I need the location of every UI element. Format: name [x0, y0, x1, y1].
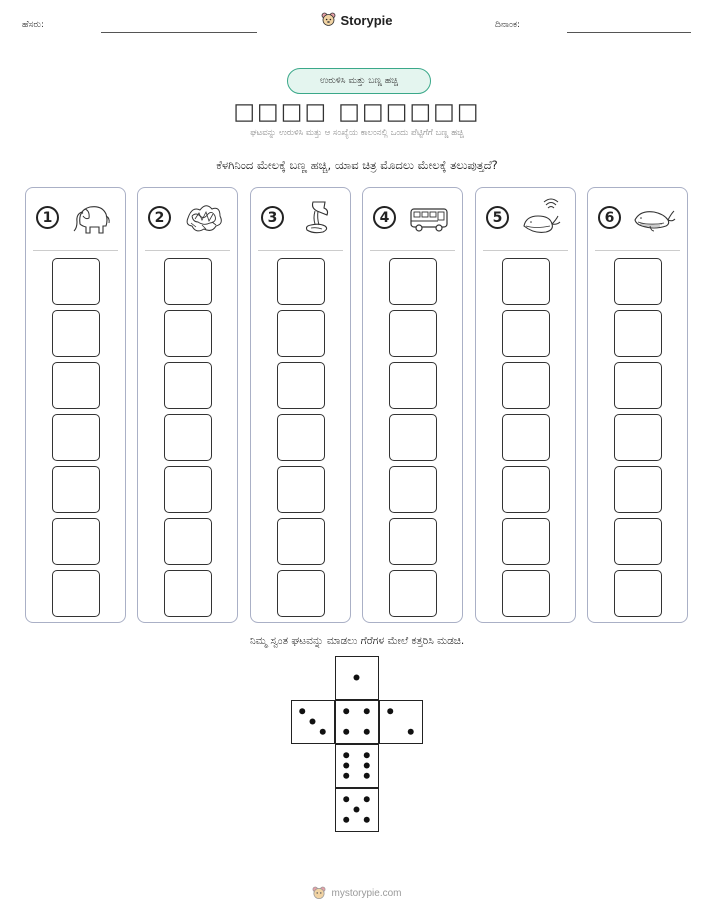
- brand-logo: [0, 12, 714, 28]
- column-number: 3: [261, 206, 284, 229]
- die-pip: [408, 729, 414, 735]
- color-box[interactable]: [52, 362, 100, 409]
- color-box[interactable]: [277, 570, 325, 617]
- column-4: [362, 187, 463, 623]
- brand-name: Storypie: [340, 12, 393, 28]
- die-pip: [310, 719, 316, 725]
- bear-icon: [312, 886, 326, 901]
- die-pip: [343, 763, 349, 769]
- dice-face[interactable]: [335, 744, 379, 788]
- die-pip: [320, 729, 326, 735]
- color-box[interactable]: [502, 362, 550, 409]
- cut-instruction: ನಿಮ್ಮ ಸ್ವಂತ ಘಟವನ್ನು ಮಾಡಲು ಗೆರೆಗಳ ಮೇಲೆ ಕತ್ತರಿಸಿ ಮಡಚಿ.: [249, 635, 465, 647]
- color-box[interactable]: [389, 310, 437, 357]
- color-box[interactable]: [389, 518, 437, 565]
- dice-face[interactable]: [335, 788, 379, 832]
- column-number: 6: [598, 206, 621, 229]
- die-pip: [364, 708, 370, 714]
- color-box[interactable]: [52, 258, 100, 305]
- color-box[interactable]: [164, 258, 212, 305]
- color-box[interactable]: [52, 570, 100, 617]
- color-box[interactable]: [277, 258, 325, 305]
- column-divider: [145, 250, 230, 251]
- dice-face[interactable]: [291, 700, 335, 744]
- color-box[interactable]: [277, 518, 325, 565]
- column-number: 2: [148, 206, 171, 229]
- color-box[interactable]: [389, 570, 437, 617]
- name-label: ಹೆಸರು:: [22, 20, 45, 30]
- die-pip: [343, 708, 349, 714]
- question-text: ಕೆಳಗಿನಿಂದ ಮೇಲಕ್ಕೆ ಬಣ್ಣ ಹಚ್ಚಿ, ಯಾವ ಚಿತ್ರ ಮೊದಲು ಮೇಲಕ್ಕೆ ತಲುಪುತ್ತದೆ?: [216, 158, 498, 172]
- column-5: [475, 187, 576, 623]
- elephant-icon: [70, 198, 114, 236]
- die-pip: [387, 708, 393, 714]
- singing-whale-icon: [520, 198, 564, 236]
- column-divider: [595, 250, 680, 251]
- color-box[interactable]: [502, 310, 550, 357]
- die-pip: [364, 763, 370, 769]
- column-3: [250, 187, 351, 623]
- color-box[interactable]: [502, 518, 550, 565]
- bear-icon: [321, 12, 336, 28]
- bus-icon: [407, 198, 451, 236]
- page-subtitle: ಘಟವನ್ನು ಉರುಳಿಸಿ ಮತ್ತು ಆ ಸಂಖ್ಯೆಯ ಕಾಲಂನಲ್ಲಿ ಒಂದು ಪೆಟ್ಟಿಗೆಗೆ ಬಣ್ಣ ಹಚ್ಚಿ: [250, 128, 464, 138]
- color-box[interactable]: [389, 466, 437, 513]
- color-box[interactable]: [614, 518, 662, 565]
- color-box[interactable]: [52, 518, 100, 565]
- color-box[interactable]: [389, 362, 437, 409]
- color-box[interactable]: [52, 414, 100, 461]
- column-number: 5: [486, 206, 509, 229]
- die-pip: [343, 752, 349, 758]
- pill-label: ಉರುಳಿಸಿ ಮತ್ತು ಬಣ್ಣ ಹಚ್ಚಿ: [319, 76, 399, 86]
- color-box[interactable]: [164, 362, 212, 409]
- whale-icon: [632, 198, 676, 236]
- color-box[interactable]: [277, 362, 325, 409]
- die-pip: [364, 817, 370, 823]
- scribble-icon: [182, 198, 226, 236]
- column-divider: [258, 250, 343, 251]
- color-box[interactable]: [164, 466, 212, 513]
- color-box[interactable]: [614, 258, 662, 305]
- color-box[interactable]: [277, 414, 325, 461]
- column-divider: [33, 250, 118, 251]
- color-box[interactable]: [52, 310, 100, 357]
- dice-face[interactable]: [379, 700, 423, 744]
- color-box[interactable]: [614, 362, 662, 409]
- pouring-jug-icon: [295, 198, 339, 236]
- column-2: [137, 187, 238, 623]
- color-box[interactable]: [502, 414, 550, 461]
- column-number: 4: [373, 206, 396, 229]
- die-pip: [343, 773, 349, 779]
- date-label: ದಿನಾಂಕ:: [495, 20, 521, 30]
- color-box[interactable]: [614, 310, 662, 357]
- dice-face[interactable]: [335, 700, 379, 744]
- color-box[interactable]: [164, 414, 212, 461]
- date-line[interactable]: [567, 32, 691, 33]
- color-box[interactable]: [614, 414, 662, 461]
- footer: [0, 886, 714, 901]
- color-box[interactable]: [277, 466, 325, 513]
- column-1: [25, 187, 126, 623]
- color-box[interactable]: [614, 466, 662, 513]
- name-line[interactable]: [101, 32, 257, 33]
- dice-face[interactable]: [335, 656, 379, 700]
- column-6: [587, 187, 688, 623]
- activity-pill: [287, 68, 431, 94]
- color-box[interactable]: [164, 310, 212, 357]
- color-box[interactable]: [277, 310, 325, 357]
- die-pip: [343, 796, 349, 802]
- color-box[interactable]: [389, 414, 437, 461]
- column-divider: [483, 250, 568, 251]
- column-divider: [370, 250, 455, 251]
- footer-url: mystorypie.com: [331, 888, 402, 899]
- die-pip: [343, 817, 349, 823]
- color-box[interactable]: [502, 466, 550, 513]
- color-box[interactable]: [52, 466, 100, 513]
- die-pip: [364, 752, 370, 758]
- color-box[interactable]: [502, 570, 550, 617]
- color-box[interactable]: [164, 518, 212, 565]
- color-box[interactable]: [164, 570, 212, 617]
- die-pip: [354, 807, 360, 813]
- page-title: □□□□ □□□□□□: [233, 99, 481, 125]
- die-pip: [299, 708, 305, 714]
- die-pip: [364, 773, 370, 779]
- die-pip: [354, 675, 360, 681]
- die-pip: [364, 729, 370, 735]
- color-box[interactable]: [389, 258, 437, 305]
- die-pip: [343, 729, 349, 735]
- die-pip: [364, 796, 370, 802]
- column-number: 1: [36, 206, 59, 229]
- color-box[interactable]: [614, 570, 662, 617]
- color-box[interactable]: [502, 258, 550, 305]
